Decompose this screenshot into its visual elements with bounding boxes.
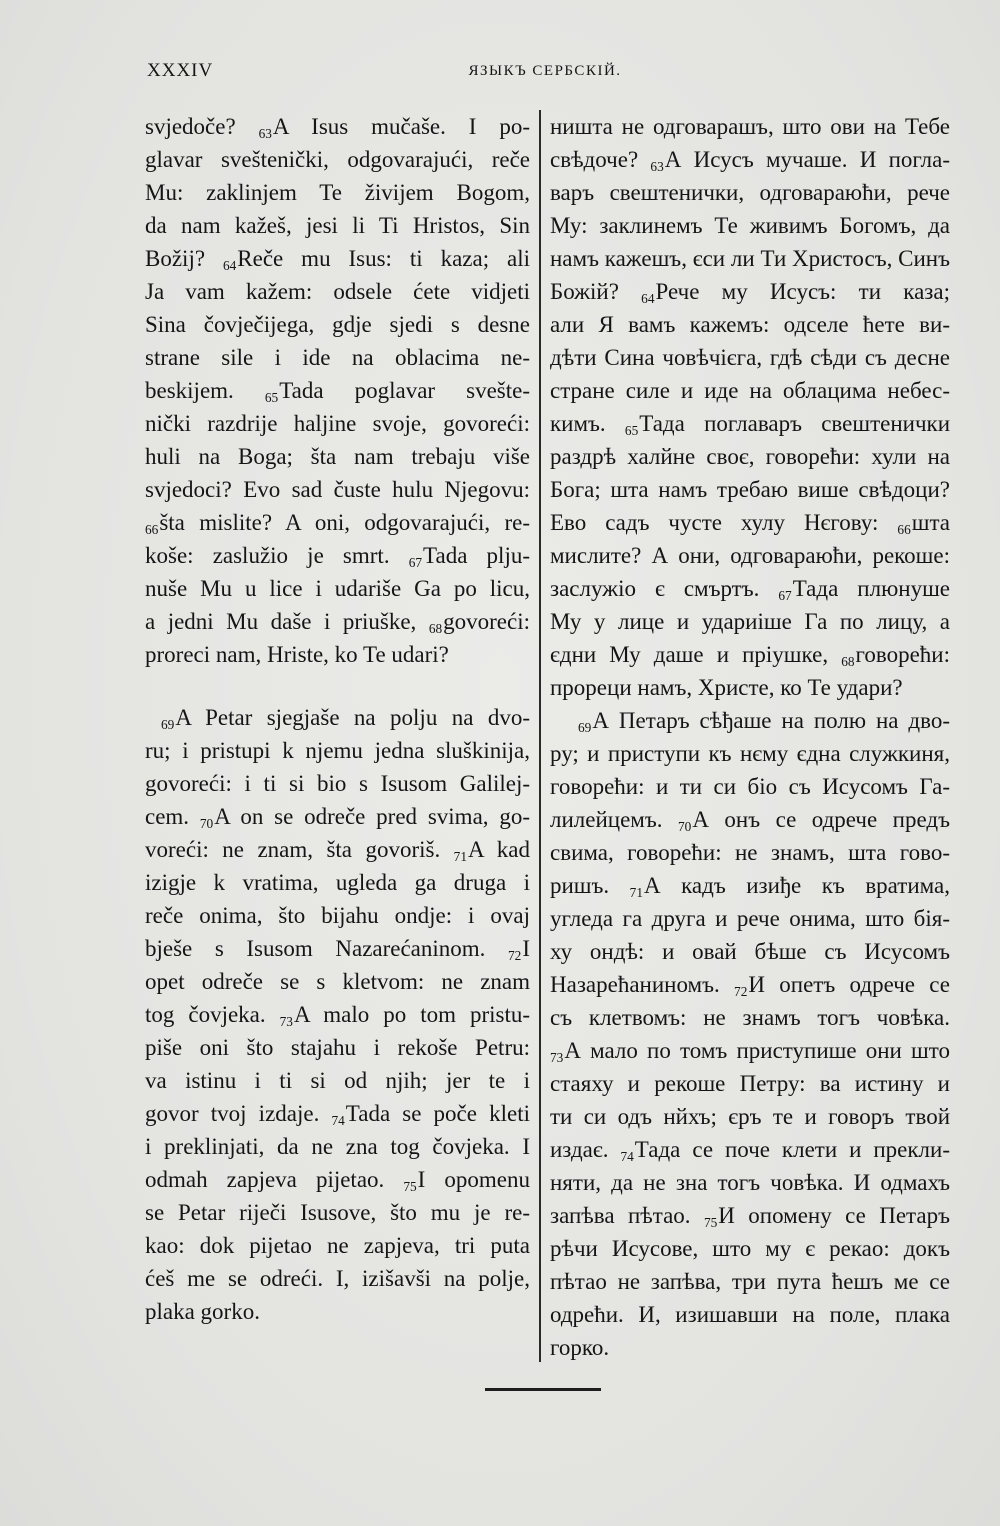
text-line — [550, 308, 950, 341]
text-segment: ришъ. — [550, 873, 630, 898]
text-segment: opet odreče se s kletvom: ne znam — [145, 969, 530, 994]
verse-number: 63 — [650, 159, 664, 175]
text-line — [145, 209, 530, 242]
text-line — [145, 701, 530, 734]
verse-number: 71 — [629, 885, 643, 901]
text-segment: Ja vam kažem: odsele ćete vidjeti — [145, 279, 530, 304]
text-segment: I — [522, 936, 530, 961]
text-segment: odmah zapjeva pijetao. — [145, 1167, 404, 1192]
text-segment: Božij? — [145, 246, 223, 271]
text-line — [145, 1295, 530, 1328]
text-line — [550, 1034, 950, 1067]
text-segment: Му у лице и удариіше Га по лицу, а — [550, 609, 950, 634]
text-segment: запѣва пѣтао. — [550, 1203, 704, 1228]
text-segment: koše: zaslužio je smrt. — [145, 543, 409, 568]
text-line — [145, 440, 530, 473]
text-segment: говорећи: и ти си біо съ Исусомъ Га- — [550, 774, 950, 799]
text-line — [145, 1130, 530, 1163]
text-segment: лилейцемъ. — [550, 807, 678, 832]
text-segment: няти, да не зна тогъ човѣка. И одмахъ — [550, 1170, 950, 1195]
text-line — [145, 767, 530, 800]
text-segment: tog čovjeka. — [145, 1002, 280, 1027]
text-segment: стране силе и иде на облацима небес- — [550, 378, 950, 403]
text-segment: govoreći: — [443, 609, 530, 634]
text-line — [550, 1331, 950, 1364]
text-segment: A malo po tom pristu- — [293, 1002, 530, 1027]
text-line — [145, 341, 530, 374]
text-line — [145, 506, 530, 539]
text-segment: А кадъ изиђе къ вратима, — [644, 873, 951, 898]
text-segment: Тада плюнуше — [792, 576, 950, 601]
text-line — [550, 374, 950, 407]
text-line — [550, 704, 950, 737]
text-line — [550, 869, 950, 902]
text-segment: дѣти Сина човѣчієга, гдѣ сѣди съ десне — [550, 345, 950, 370]
verse-number: 73 — [279, 1014, 293, 1030]
text-segment: кимъ. — [550, 411, 625, 436]
text-segment: ru; i pristupi k njemu jedna sluškinija, — [145, 738, 530, 763]
text-line — [145, 308, 530, 341]
text-line — [550, 242, 950, 275]
verse-number: 74 — [331, 1113, 345, 1129]
text-segment: kao: dok pijetao ne zapjeva, tri puta — [145, 1233, 530, 1258]
text-segment: Tada se poče kleti — [345, 1101, 530, 1126]
text-line — [550, 605, 950, 638]
text-segment: strane sile i ide na oblacima ne- — [145, 345, 530, 370]
text-segment: cem. — [145, 804, 200, 829]
text-line — [145, 1163, 530, 1196]
text-line — [550, 1133, 950, 1166]
verse-number: 68 — [428, 621, 443, 637]
text-segment: Ево садъ чусте хулу Нєгову: — [550, 510, 898, 535]
text-line — [550, 902, 950, 935]
text-line — [145, 275, 530, 308]
text-line — [550, 737, 950, 770]
verse-number: 64 — [222, 258, 237, 274]
text-line — [145, 242, 530, 275]
text-segment: горко. — [550, 1335, 610, 1360]
text-segment: говорећи: — [855, 642, 950, 667]
verse-number: 69 — [161, 717, 175, 733]
text-line — [145, 374, 530, 407]
text-segment: ру; и приступи къ нєму єдна служкиня, — [550, 741, 950, 766]
text-segment: И опомену се Петаръ — [718, 1203, 950, 1228]
text-segment: Му: заклинемъ Те живимъ Богомъ, да — [550, 213, 950, 238]
text-line — [145, 539, 530, 572]
text-segment: se Petar riječi Isusove, što mu je re- — [145, 1200, 530, 1225]
text-line — [145, 1262, 530, 1295]
text-line — [145, 176, 530, 209]
text-segment: Божій? — [550, 279, 642, 304]
text-line — [550, 209, 950, 242]
text-line — [550, 1298, 950, 1331]
text-segment: варъ свештенички, одговараюћи, рече — [550, 180, 950, 205]
text-line — [145, 734, 530, 767]
text-segment: издає. — [550, 1137, 621, 1162]
paragraph — [550, 704, 950, 1364]
text-line — [550, 671, 950, 704]
text-segment: ху ондѣ: и овай бѣше съ Исусомъ — [550, 939, 950, 964]
verse-number: 70 — [677, 819, 692, 835]
text-line — [550, 935, 950, 968]
text-segment: прореци намъ, Христе, ко Те удари? — [550, 675, 903, 700]
text-line — [550, 143, 950, 176]
text-segment: piše oni što stajahu i rekoše Petru: — [145, 1035, 530, 1060]
text-line — [550, 275, 950, 308]
paragraph — [145, 110, 530, 671]
text-segment: рѣчи Исусове, што му є рекао: докъ — [550, 1236, 950, 1261]
right-column-cyrillic — [550, 110, 950, 1364]
text-line — [145, 638, 530, 671]
text-segment: da nam kažeš, jesi li Ti Hristos, Sin — [145, 213, 530, 238]
text-segment: svjedoče? — [145, 114, 259, 139]
text-segment: šta mislite? A oni, odgovarajući, re- — [159, 510, 530, 535]
running-title: ЯЗЫКЪ СЕРБСКІЙ. — [468, 63, 622, 79]
left-column-latin — [145, 110, 530, 1328]
text-segment: i preklinjati, da ne zna tog čovjeka. I — [145, 1134, 530, 1159]
text-segment: А Петаръ сѣђаше на полю на дво- — [592, 708, 950, 733]
verse-number: 69 — [578, 720, 592, 736]
verse-number: 67 — [408, 555, 423, 571]
text-segment: govoreći: i ti si bio s Isusom Galilej- — [145, 771, 530, 796]
text-line — [145, 110, 530, 143]
text-segment: И опетъ одрече се — [748, 972, 950, 997]
text-line — [145, 899, 530, 932]
verse-number: 66 — [145, 522, 159, 538]
text-segment: ćeš me se odreći. I, izišavši na polje, — [145, 1266, 530, 1291]
verse-number: 74 — [620, 1149, 634, 1165]
text-line — [550, 1100, 950, 1133]
text-line — [145, 932, 530, 965]
text-line — [550, 1067, 950, 1100]
text-line — [145, 473, 530, 506]
text-line — [145, 572, 530, 605]
text-segment: plaka gorko. — [145, 1299, 260, 1324]
text-segment: bješe s Isusom Nazarećaninom. — [145, 936, 508, 961]
text-line — [145, 1031, 530, 1064]
text-segment: мислите? А они, одговараюћи, рекоше: — [550, 543, 950, 568]
text-segment: nuše Mu u lice i udariše Ga po licu, — [145, 576, 530, 601]
text-line — [550, 1232, 950, 1265]
verse-number: 65 — [264, 390, 279, 406]
text-line — [550, 803, 950, 836]
text-line — [145, 143, 530, 176]
text-line — [550, 770, 950, 803]
text-line — [550, 440, 950, 473]
verse-number: 75 — [703, 1215, 718, 1231]
text-line — [550, 110, 950, 143]
verse-number: 68 — [841, 654, 855, 670]
text-segment: Назарећаниномъ. — [550, 972, 735, 997]
bottom-rule — [485, 1388, 601, 1391]
text-segment: voreći: ne znam, šta govoriš. — [145, 837, 454, 862]
text-line — [550, 341, 950, 374]
text-segment: A kad — [468, 837, 530, 862]
text-line — [145, 833, 530, 866]
text-segment: намъ кажешъ, єси ли Ти Христосъ, Синъ — [550, 246, 950, 271]
text-segment: свима, говорећи: не знамъ, шта гово- — [550, 840, 950, 865]
text-segment: A on se odreče pred svima, go- — [214, 804, 530, 829]
text-segment: али Я вамъ кажемъ: одселе ћете ви- — [550, 312, 950, 337]
verse-number: 67 — [778, 588, 792, 604]
text-segment: ти си одъ нйхъ; єръ те и говоръ твой — [550, 1104, 950, 1129]
text-segment: А онъ се одрече предъ — [692, 807, 950, 832]
text-segment: svjedoci? Evo sad čuste hulu Njegovu: — [145, 477, 530, 502]
verse-number: 75 — [403, 1179, 417, 1195]
paragraph — [550, 110, 950, 704]
verse-number: 72 — [508, 948, 522, 964]
text-segment: A Petar sjegjaše na polju na dvo- — [175, 705, 530, 730]
page-number: XXXIV — [147, 60, 214, 81]
text-segment: Tada plju- — [423, 543, 530, 568]
paragraph — [145, 701, 530, 1328]
text-line — [550, 572, 950, 605]
text-segment: Бога; шта намъ требаю више свѣдоци? — [550, 477, 950, 502]
text-line — [550, 176, 950, 209]
text-line — [145, 407, 530, 440]
text-segment: А Исусъ мучаше. И погла- — [664, 147, 950, 172]
text-segment: Тада поглаваръ свештенички — [639, 411, 951, 436]
text-segment: заслужіо є смъртъ. — [550, 576, 779, 601]
verse-number: 70 — [199, 816, 214, 832]
verse-number: 66 — [897, 522, 911, 538]
text-segment: Reče mu Isus: ti kaza; ali — [237, 246, 530, 271]
text-line — [550, 1001, 950, 1034]
verse-number: 71 — [453, 849, 467, 865]
text-segment: съ клетвомъ: не знамъ тогъ човѣка. — [550, 1005, 950, 1030]
text-line — [145, 965, 530, 998]
text-segment: Mu: zaklinjem Te živijem Bogom, — [145, 180, 530, 205]
text-segment: стаяху и рекоше Петру: ва истину и — [550, 1071, 950, 1096]
text-segment: I opomenu — [417, 1167, 530, 1192]
text-line — [550, 1166, 950, 1199]
text-line — [550, 506, 950, 539]
text-line — [145, 866, 530, 899]
verse-number: 65 — [624, 423, 639, 439]
text-segment: раздрѣ халйне своє, говорећи: хули на — [550, 444, 950, 469]
text-line — [550, 407, 950, 440]
text-line — [145, 800, 530, 833]
text-line — [145, 1196, 530, 1229]
column-divider — [539, 110, 541, 1362]
text-line — [550, 1265, 950, 1298]
text-segment: Тада се поче клети и прекли- — [634, 1137, 950, 1162]
verse-number: 73 — [550, 1050, 564, 1066]
text-line — [145, 605, 530, 638]
text-line — [550, 836, 950, 869]
text-segment: izigje k vratima, ugleda ga druga i — [145, 870, 530, 895]
text-segment: свѣдоче? — [550, 147, 651, 172]
text-segment: Рече му Исусъ: ти каза; — [655, 279, 950, 304]
text-segment: Sina čovječijega, gdje sjedi s desne — [145, 312, 530, 337]
text-segment: proreci nam, Hriste, ko Te udari? — [145, 642, 449, 667]
text-segment: А мало по томъ приступише они што — [564, 1038, 950, 1063]
verse-number: 72 — [734, 984, 748, 1000]
text-segment: Tada poglavar svešte- — [279, 378, 530, 403]
text-line — [550, 638, 950, 671]
text-line — [145, 998, 530, 1031]
text-segment: nički razdrije haljine svoje, govoreći: — [145, 411, 530, 436]
text-line — [550, 1199, 950, 1232]
text-line — [550, 968, 950, 1001]
text-segment: reče onima, što bijahu ondje: i ovaj — [145, 903, 530, 928]
text-segment: va istinu i ti si od njih; jer te i — [145, 1068, 530, 1093]
text-segment: одрећи. И, изишавши на поле, плака — [550, 1302, 950, 1327]
text-segment: huli na Boga; šta nam trebaju više — [145, 444, 530, 469]
verse-number: 64 — [641, 291, 655, 307]
text-segment: пѣтао не запѣва, три пута ћешъ ме се — [550, 1269, 950, 1294]
text-segment: шта — [911, 510, 950, 535]
text-segment: a jedni Mu daše i priuške, — [145, 609, 429, 634]
text-line — [145, 1064, 530, 1097]
text-segment: beskijem. — [145, 378, 265, 403]
text-line — [145, 1229, 530, 1262]
text-segment: govor tvoj izdaje. — [145, 1101, 332, 1126]
text-line — [145, 1097, 530, 1130]
text-segment: A Isus mučaše. I po- — [272, 114, 530, 139]
text-segment: ништа не одговарашъ, што ови на Тебе — [550, 114, 950, 139]
text-segment: glavar sveštenički, odgovarajući, reče — [145, 147, 530, 172]
verse-number: 63 — [258, 126, 272, 142]
text-segment: єдни Му даше и пріушке, — [550, 642, 842, 667]
text-line — [550, 473, 950, 506]
text-segment: угледа га друга и рече онима, што бія- — [550, 906, 950, 931]
text-line — [550, 539, 950, 572]
